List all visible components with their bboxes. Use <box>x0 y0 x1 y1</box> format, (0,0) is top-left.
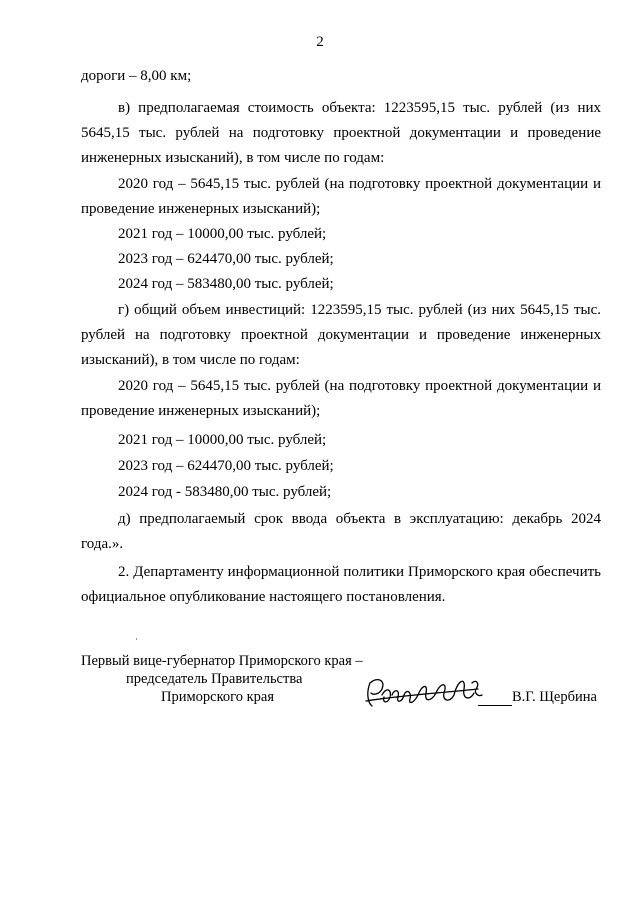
paragraph-publication-order: 2. Департаменту информационной политики Приморского края обеспечить официальное опубликование настоящего постановления. <box>81 564 601 605</box>
paragraph-estimated-cost: в) предполагаемая стоимость объекта: 1223595,15 тыс. рублей (из них 5645,15 тыс. рублей на подготовку проектной документации и проведение инженерных изысканий), в том числе по годам: <box>81 100 601 166</box>
paragraph-cost-2021: 2021 год – 10000,00 тыс. рублей; <box>118 226 327 242</box>
paragraph-cost-2023: 2023 год – 624470,00 тыс. рублей; <box>118 251 334 267</box>
paragraph-investment-2023: 2023 год – 624470,00 тыс. рублей; <box>118 458 334 474</box>
margin-mark <box>136 638 137 640</box>
signer-title-line3: Приморского края <box>161 689 275 705</box>
page-number: 2 <box>316 34 324 50</box>
paragraph-road-length: дороги – 8,00 км; <box>81 68 192 84</box>
handwritten-signature <box>362 673 512 713</box>
paragraph-investment-2024: 2024 год - 583480,00 тыс. рублей; <box>118 484 332 500</box>
paragraph-investment-2021: 2021 год – 10000,00 тыс. рублей; <box>118 432 327 448</box>
paragraph-total-investment: г) общий объем инвестиций: 1223595,15 тыс. рублей (из них 5645,15 тыс. рублей на подготовку проектной документации и проведение инженерных изысканий), в том числе по годам: <box>81 302 601 368</box>
paragraph-investment-2020: 2020 год – 5645,15 тыс. рублей (на подготовку проектной документации и проведение инженерных изысканий); <box>81 378 601 419</box>
paragraph-cost-2024: 2024 год – 583480,00 тыс. рублей; <box>118 276 334 292</box>
signer-name: В.Г. Щербина <box>512 689 597 705</box>
signer-title-line2: председатель Правительства <box>126 671 303 687</box>
signer-title-line1: Первый вице-губернатор Приморского края – <box>81 653 363 669</box>
paragraph-cost-2020: 2020 год – 5645,15 тыс. рублей (на подготовку проектной документации и проведение инженерных изысканий); <box>81 176 601 217</box>
paragraph-commissioning-date: д) предполагаемый срок ввода объекта в эксплуатацию: декабрь 2024 года.». <box>81 511 601 552</box>
signature-underline <box>478 705 512 706</box>
